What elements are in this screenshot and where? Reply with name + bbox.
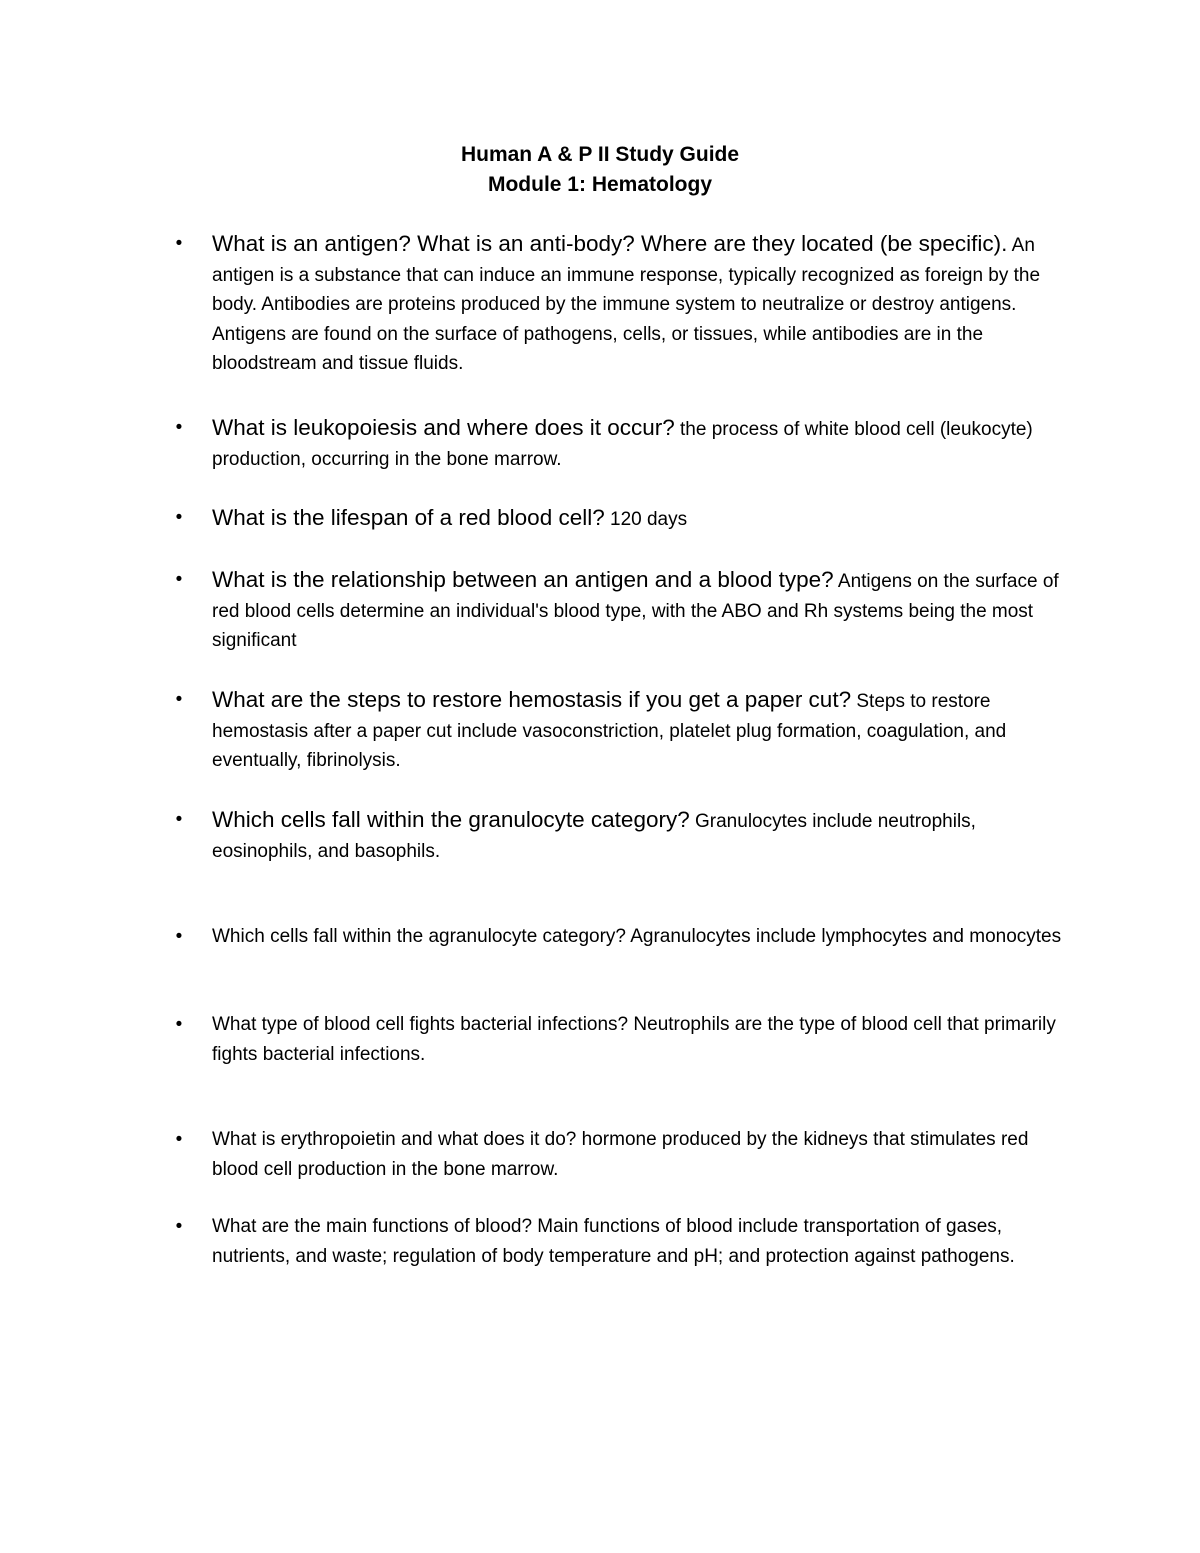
- list-item: [175, 1010, 1062, 1069]
- question-text: Which cells fall within the granulocyte category?: [212, 807, 690, 832]
- answer-text: Neutrophils are the type of blood cell that primarily fights bacterial infections.: [212, 1014, 1056, 1065]
- list-item: [175, 685, 1062, 776]
- list-item: [175, 565, 1062, 656]
- answer-text: Steps to restore hemostasis after a paper cut include vasoconstriction, platelet plug formation, coagulation, and eventually, fibrinolysis.: [212, 691, 1007, 771]
- bullet-icon: •: [175, 1014, 183, 1035]
- answer-text: An antigen is a substance that can induce an immune response, typically recognized as foreign by the body. Antibodies are proteins produced by the immune system to neutralize or destroy antigens. Antigens are found on the surface of pathogens, cells, or tissues, while antibodies are in the bloodstream and tissue fluids.: [212, 235, 1041, 374]
- question-text: What are the steps to restore hemostasis if you get a paper cut?: [212, 687, 852, 712]
- question-text: What type of blood cell fights bacterial infections?: [212, 1014, 629, 1035]
- question-text: What is the lifespan of a red blood cell?: [212, 505, 605, 530]
- list-item: [175, 229, 1062, 379]
- title-line-1: Human A & P II Study Guide: [460, 143, 740, 166]
- bullet-icon: •: [175, 1216, 183, 1237]
- question-text: Which cells fall within the agranulocyte category?: [212, 926, 626, 947]
- answer-text: the process of white blood cell (leukocyte) production, occurring in the bone marrow.: [212, 419, 1033, 470]
- bullet-icon: •: [175, 233, 183, 254]
- bullet-icon: •: [175, 507, 183, 528]
- answer-text: 120 days: [604, 509, 688, 530]
- list-item: [175, 413, 1062, 474]
- list-item: [175, 503, 1062, 535]
- list-item: [175, 922, 1062, 952]
- title-line-2: Module 1: Hematology: [487, 173, 713, 196]
- question-text: What is the relationship between an antigen and a blood type?: [212, 567, 834, 592]
- answer-text: Main functions of blood include transportation of gases, nutrients, and waste; regulation of body temperature and pH; and protection against pathogens.: [212, 1216, 1015, 1267]
- bullet-icon: •: [175, 689, 183, 710]
- bullet-icon: •: [175, 926, 183, 947]
- list-item: [175, 805, 1062, 866]
- answer-text: hormone produced by the kidneys that stimulates red blood cell production in the bone marrow.: [212, 1129, 1029, 1180]
- bullet-icon: •: [175, 1129, 183, 1150]
- list-item: [175, 1125, 1062, 1184]
- answer-text: Granulocytes include neutrophils, eosinophils, and basophils.: [212, 811, 976, 862]
- bullet-icon: •: [175, 417, 183, 438]
- answer-text: Antigens on the surface of red blood cells determine an individual's blood type, with the ABO and Rh systems being the most significant: [212, 571, 1059, 651]
- question-text: What is an antigen? What is an anti-body? Where are they located (be specific).: [212, 231, 1008, 256]
- document-title: [0, 140, 1200, 200]
- bullet-icon: •: [175, 809, 183, 830]
- bullet-icon: •: [175, 569, 183, 590]
- list-item: [175, 1212, 1062, 1271]
- question-text: What are the main functions of blood?: [212, 1216, 533, 1237]
- question-text: What is leukopoiesis and where does it occur?: [212, 415, 675, 440]
- answer-text: Agranulocytes include lymphocytes and monocytes: [625, 926, 1062, 947]
- question-text: What is erythropoietin and what does it do?: [212, 1129, 577, 1150]
